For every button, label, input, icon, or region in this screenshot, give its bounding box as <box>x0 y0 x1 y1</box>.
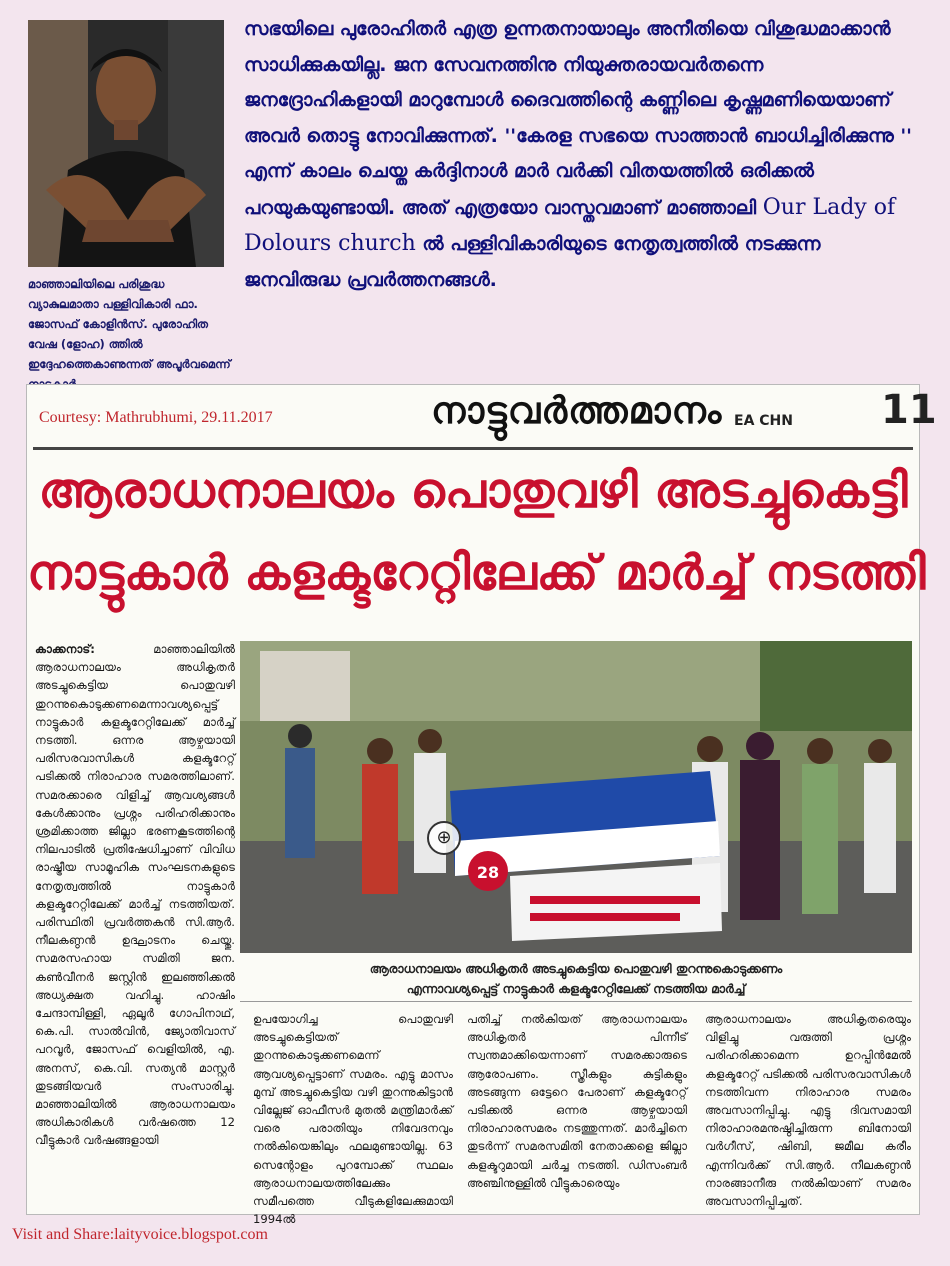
masthead-divider <box>33 447 913 450</box>
banner-date: 28 <box>476 863 500 882</box>
news-photo-caption <box>240 959 912 999</box>
portrait-caption: മാഞ്ഞാലിയിലെ പരിശുദ്ധ വ്യാകുലമാതാ പള്ളിവികാരി ഫാ. ജോസഫ് കോളിൻസ്. പുരോഹിത വേഷ (ളോഹ) ത്തിൽ ഇദ്ദേഹത്തെകാണുന്നത് അപൂർവമെന്ന് <box>28 277 231 371</box>
news-photo-caption-line-1: ആരാധനാലയം അധികൃതർ അടച്ചുകെട്ടിയ പൊതുവഴി തുറന്നുകൊടുക്കണം <box>369 962 783 976</box>
courtesy-credit: Courtesy: Mathrubhumi, 29.11.2017 <box>39 409 273 426</box>
intro-paragraph <box>244 12 914 298</box>
page-number: 11 <box>881 387 937 433</box>
intro-church-name: Our Lady of Dolours church <box>244 194 896 256</box>
footer-share-link[interactable]: Visit and Share:laityvoice.blogspot.com <box>12 1226 268 1243</box>
article-column-1-text: മാഞ്ഞാലിയിൽ ആരാധനാലയം അധികൃതർ അടച്ചുകെട്ടിയ പൊതുവഴി തുറന്നുകൊടുക്കണമെന്നാവശ്യപ്പെട്ട് നാട്ടുകാർ കളക്ടറേറ്റിലേക്ക് മാർച്ച് നടത്തി. ഒന്നര ആഴ്ചയായി പരിസരവാസികൾ കളക്ടറേറ്റ് പടിക്കൽ നിരാഹാര സമരത്തിലാണ്. സമരക്കാരെ വിളിച്ച് ആവശ്യങ്ങൾ കേൾക്കാനും പ്രശ്നം പരിഹരിക്കാനും ശ്രമിക്കാത്ത ജില്ലാ ഭരണകൂടത്തിന്റെ നിലപാടിൽ പ്രതിഷേധിച്ചാണ് വിവിധ രാഷ്ട്രീയ സാമൂഹിക സംഘടനകളുടെ നേതൃത്വത്തിൽ നാട്ടുകാർ കളക്ടറേറ്റിലേക്ക് മാർച്ച് നടത്തിയത്. പരിസ്ഥിതി പ്രവർത്തകൻ സി.ആർ. നീലകണ്ഠൻ ഉദ്ഘാടനം ചെയ്തു. സമരസഹായ സമിതി ജന. കൺവീനർ ജസ്റ്റിൻ ഇലഞ്ഞിക്കൽ അധ്യക്ഷത വഹിച്ചു. ഹാഷിം ചേന്ദാമ്പിള്ളി, ഏലൂർ ഗോപിനാഥ്, കെ.പി. സാൽവിൻ, ജ്യോതിവാസ് പറവൂർ, ജോസഫ് വെളിയിൽ, എ. അനസ്, കെ.വി. സത്യൻ മാസ്റ്റർ തുടങ്ങിയവർ സംസാരിച്ചു. മാഞ്ഞാലിയിൽ ആരാധനാലയം അധികാരികൾ വർഷത്തെ 12 വീട്ടുകാർ വർഷങ്ങളായി <box>35 642 235 1148</box>
article-dateline: കാക്കനാട്: <box>35 642 95 656</box>
headline-line-1: ആരാധനാലയം പൊതുവഴി അടച്ചുകെട്ടി <box>38 463 908 519</box>
newspaper-clipping <box>26 384 937 1227</box>
edition-label: EA CHN <box>734 413 793 429</box>
masthead-title: നാട്ടുവർത്തമാനം <box>431 389 723 432</box>
article-column-2: ഉപയോഗിച്ച പൊതുവഴി അടച്ചുകെട്ടിയത് തുറന്നുകൊടുക്കണമെന്ന് ആവശ്യപ്പെട്ടാണ് സമരം. എട്ടു മാസം മുമ്പ് അടച്ചുകെട്ടിയ വഴി തുറന്നുകിട്ടാൻ വില്ലേജ് ഓഫീസർ മുതൽ മന്ത്രിമാർക്ക് വരെ പരാതിയും നിവേദനവും നൽകിയെങ്കിലും ഫലമുണ്ടായില്ല. 63 സെന്റോളം പുറമ്പോക്ക് സ്ഥലം ആരാധനാലയത്തിലേക്കും സമീപത്തെ വീടുകളിലേക്കുമായി 1994ൽ <box>253 1012 453 1227</box>
priest-portrait-photo <box>28 20 224 267</box>
headline-line-2: നാട്ടുകാർ കളക്ടറേറ്റിലേക്ക് മാർച്ച് നടത്തി <box>27 545 926 601</box>
article-column-1 <box>35 640 235 1150</box>
zoom-in-button[interactable] <box>427 821 461 855</box>
intro-text-part1: സഭയിലെ പുരോഹിതർ എത്ര ഉന്നതനായാലും അനീതിയെ വിശുദ്ധമാക്കാൻ സാധിക്കുകയില്ല. ജന സേവനത്തിനു നിയുക്തരായവർതന്നെ ജനദ്രോഹികളായി മാറുമ്പോൾ ദൈവത്തിന്റെ കണ്ണിലെ കൃഷ്ണമണിയെയാണ് അവർ തൊട്ടു നോവിക്കുന്നത്. ''കേരള സഭയെ സാത്താൻ ബാധിച്ചിരിക്കുന്നു '' എന്ന് കാലം ചെയ്ത കർദ്ദിനാൾ മാർ വർക്കി വിതയത്തിൽ ഒരിക്കൽ പറയുകയുണ്ടായി. അത് എത്രയോ വാസ്തവമാണ് മാഞ്ഞാലി <box>244 18 912 219</box>
article-column-3: പതിച്ച് നൽകിയത് ആരാധനാലയം അധികൃതർ പിന്നീട് സ്വന്തമാക്കിയെന്നാണ് സമരക്കാരുടെ ആരോപണം. സ്ത്രീകളും കുട്ടികളും അടങ്ങുന്ന ഒട്ടേറെ പേരാണ് കളക്ടറേറ്റ് പടിക്കൽ ഒന്നര ആഴ്ചയായി നിരാഹാരസമരം നടത്തുന്നത്. മാർച്ചിനെ തുടർന്ന് സമരസമിതി നേതാക്കളെ ജില്ലാ കളക്ടറുമായി ചർച്ച നടത്തി. ഡിസംബർ അഞ്ചിനുള്ളിൽ വീട്ടുകാരെയും <box>467 1012 687 1190</box>
caption-divider <box>240 1001 912 1002</box>
news-photo-caption-line-2: എന്നാവശ്യപ്പെട്ട് നാട്ടുകാർ കളക്ടറേറ്റിലേക്ക് നടത്തിയ മാർച്ച് <box>406 982 746 996</box>
zoom-in-icon: ⊕ <box>436 827 452 848</box>
portrait-illustration <box>28 20 224 267</box>
article-column-4: ആരാധനാലയം അധികൃതരെയും വിളിച്ചു വരുത്തി പ്രശ്നം പരിഹരിക്കാമെന്ന ഉറപ്പിൻമേൽ കളക്ടറേറ്റ് പടിക്കൽ പരിസരവാസികൾ നടത്തിവന്ന നിരാഹാര സമരം അവസാനിപ്പിച്ചു. എട്ടു ദിവസമായി നിരാഹാരമനുഷ്ഠിച്ചിരുന്ന ബിനോയി വർഗീസ്, ഷിബി, ജമീല കരീം എന്നിവർക്ക് സി.ആർ. നീലകണ്ഠൻ നാരങ്ങാനീരു നൽകിയാണ് സമരം അവസാനിപ്പിച്ചത്. <box>705 1012 911 1209</box>
intro-text-part2: ൽ പള്ളിവികാരിയുടെ നേതൃത്വത്തിൽ നടക്കുന്ന ജനവിരുദ്ധ പ്രവർത്തനങ്ങൾ. <box>244 233 821 291</box>
march-protest-photo <box>240 641 912 953</box>
protest-illustration <box>240 641 912 953</box>
